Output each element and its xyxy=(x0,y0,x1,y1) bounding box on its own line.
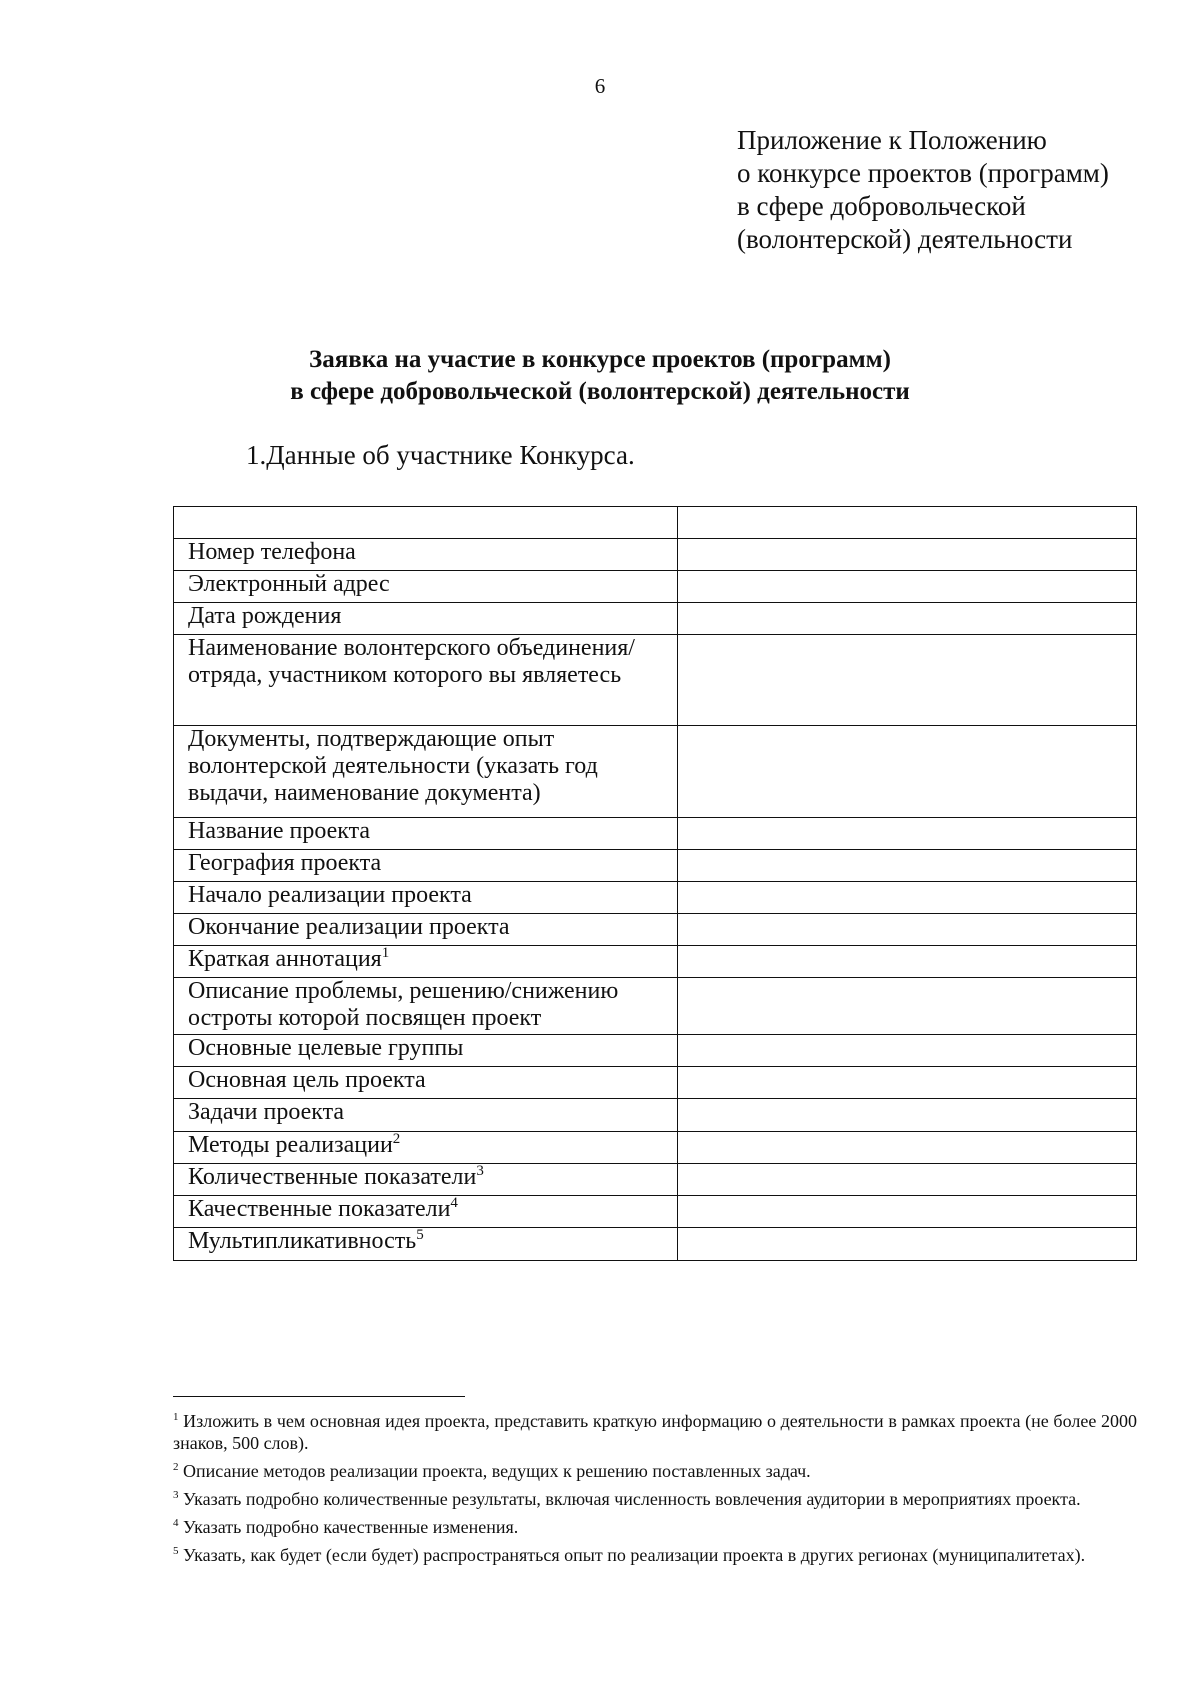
table-row xyxy=(174,1099,1137,1132)
appendix-line: о конкурсе проектов (программ) xyxy=(737,158,1109,188)
footnote-ref: 5 xyxy=(416,1227,424,1243)
field-label-text: Качественные показатели xyxy=(188,1196,451,1222)
footnote-ref: 2 xyxy=(392,1131,401,1147)
table-row xyxy=(174,1164,1137,1196)
table-row xyxy=(174,946,1137,978)
table-row xyxy=(174,914,1137,946)
footnote xyxy=(173,1406,1137,1454)
footnote-ref: 4 xyxy=(450,1195,458,1211)
field-value-cell[interactable] xyxy=(678,1196,1137,1228)
field-value-cell[interactable] xyxy=(678,507,1137,539)
table-row xyxy=(174,507,1137,539)
field-label xyxy=(174,1067,678,1099)
table-row xyxy=(174,818,1137,850)
field-label-text: Основная цель проекта xyxy=(188,1067,426,1093)
footnote xyxy=(173,1456,1137,1482)
participant-data-table xyxy=(173,506,1137,1261)
table-row xyxy=(174,571,1137,603)
footnote xyxy=(173,1540,1137,1566)
footnotes xyxy=(173,1406,1137,1568)
field-label xyxy=(174,603,678,635)
field-label xyxy=(174,539,678,571)
field-label-text: Задачи проекта xyxy=(188,1099,345,1125)
table-row xyxy=(174,850,1137,882)
table-row xyxy=(174,1035,1137,1067)
table-row xyxy=(174,978,1137,1035)
appendix-note xyxy=(737,124,1109,256)
field-label xyxy=(174,818,678,850)
footnote-separator xyxy=(173,1396,465,1397)
field-label xyxy=(174,507,678,539)
field-label xyxy=(174,946,678,978)
field-value-cell[interactable] xyxy=(678,635,1137,726)
field-label-text: Дата рождения xyxy=(188,603,342,629)
field-label xyxy=(174,1164,678,1196)
field-value-cell[interactable] xyxy=(678,1164,1137,1196)
field-value-cell[interactable] xyxy=(678,1035,1137,1067)
field-value-cell[interactable] xyxy=(678,1228,1137,1261)
footnote-text: Указать подробно количественные результаты, включая численность вовлечения аудитории в мероприятиях проекта. xyxy=(178,1489,1081,1509)
field-value-cell[interactable] xyxy=(678,571,1137,603)
field-value-cell[interactable] xyxy=(678,1099,1137,1132)
table-row xyxy=(174,726,1137,818)
field-value-cell[interactable] xyxy=(678,946,1137,978)
field-label xyxy=(174,914,678,946)
field-label xyxy=(174,635,678,726)
field-label-text: Описание проблемы, решению/снижению остроты которой посвящен проект xyxy=(188,978,619,1031)
table-row xyxy=(174,1228,1137,1261)
field-label-text: Наименование волонтерского объединения/отряда, участником которого вы являетесь xyxy=(188,635,635,688)
table-row xyxy=(174,539,1137,571)
footnote-mark: 2 xyxy=(173,1461,179,1473)
footnote-mark: 4 xyxy=(173,1517,179,1529)
field-label-text: Документы, подтверждающие опыт волонтерской деятельности (указать год выдачи, наименование документа) xyxy=(188,726,598,806)
table-row xyxy=(174,1132,1137,1164)
field-value-cell[interactable] xyxy=(678,539,1137,571)
field-label xyxy=(174,726,678,818)
field-value-cell[interactable] xyxy=(678,726,1137,818)
field-label-text: Окончание реализации проекта xyxy=(188,914,510,940)
field-label xyxy=(174,1132,678,1164)
appendix-line: в сфере добровольческой xyxy=(737,191,1026,221)
field-label-text: Мультипликативность xyxy=(188,1228,417,1254)
page-number: 6 xyxy=(594,74,606,98)
field-label-text: Начало реализации проекта xyxy=(188,882,472,908)
footnote-text: Указать, как будет (если будет) распространяться опыт по реализации проекта в других регионах (муниципалитетах). xyxy=(178,1545,1086,1565)
footnote-text: Указать подробно качественные изменения. xyxy=(178,1517,519,1537)
table-row xyxy=(174,1196,1137,1228)
footnote-mark: 3 xyxy=(173,1489,179,1501)
field-label xyxy=(174,882,678,914)
footnote-text: Изложить в чем основная идея проекта, представить краткую информацию о деятельности в рамках проекта (не более 2000 знаков, 500 слов). xyxy=(173,1411,1137,1453)
field-value-cell[interactable] xyxy=(678,603,1137,635)
field-label-text: География проекта xyxy=(188,850,382,876)
table-row xyxy=(174,603,1137,635)
field-label-text: Количественные показатели xyxy=(188,1164,477,1190)
field-label-text: Номер телефона xyxy=(188,539,356,565)
footnote-text: Описание методов реализации проекта, ведущих к решению поставленных задач. xyxy=(178,1461,811,1481)
field-label xyxy=(174,1228,678,1261)
section-heading: 1.Данные об участнике Конкурса. xyxy=(246,440,635,470)
field-value-cell[interactable] xyxy=(678,1067,1137,1099)
appendix-line: Приложение к Положению xyxy=(737,125,1047,155)
footnote-mark: 5 xyxy=(173,1545,179,1557)
footnote xyxy=(173,1512,1137,1538)
field-value-cell[interactable] xyxy=(678,882,1137,914)
title-line: Заявка на участие в конкурсе проектов (программ) xyxy=(309,346,891,373)
field-label xyxy=(174,1196,678,1228)
field-label xyxy=(174,1035,678,1067)
footnote-mark: 1 xyxy=(173,1411,179,1423)
table-row xyxy=(174,635,1137,726)
field-value-cell[interactable] xyxy=(678,850,1137,882)
field-value-cell[interactable] xyxy=(678,978,1137,1035)
field-value-cell[interactable] xyxy=(678,1132,1137,1164)
field-label xyxy=(174,850,678,882)
table-row xyxy=(174,882,1137,914)
field-label xyxy=(174,571,678,603)
field-label-text: Методы реализации xyxy=(188,1132,393,1158)
field-value-cell[interactable] xyxy=(678,818,1137,850)
field-label-text: Краткая аннотация xyxy=(188,946,382,972)
footnote-ref: 3 xyxy=(476,1163,484,1179)
document-title xyxy=(0,344,1200,408)
appendix-line: (волонтерской) деятельности xyxy=(737,224,1073,254)
field-label-text: Название проекта xyxy=(188,818,371,844)
footnote xyxy=(173,1484,1137,1510)
footnote-ref: 1 xyxy=(381,945,390,961)
field-label xyxy=(174,978,678,1035)
field-label xyxy=(174,1099,678,1132)
field-value-cell[interactable] xyxy=(678,914,1137,946)
field-label-text: Основные целевые группы xyxy=(188,1035,464,1061)
title-line: в сфере добровольческой (волонтерской) деятельности xyxy=(290,378,910,405)
table-row xyxy=(174,1067,1137,1099)
field-label-text: Электронный адрес xyxy=(188,571,390,597)
